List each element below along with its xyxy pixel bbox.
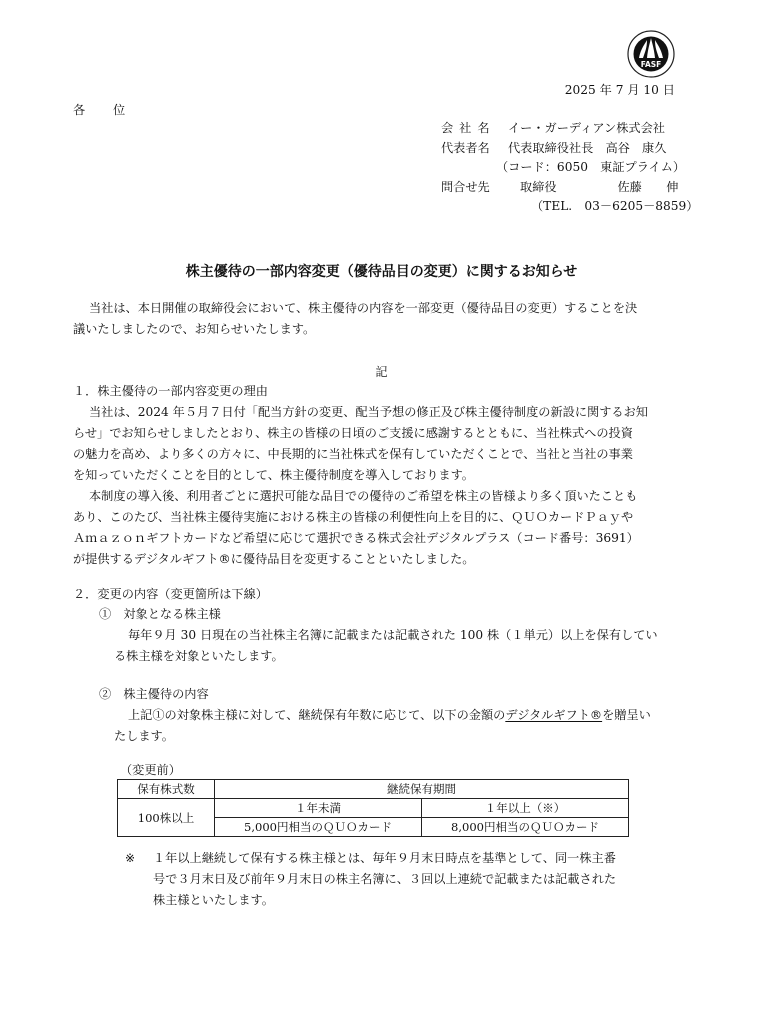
item1-text-line: 毎年９月 30 日現在の当社株主名簿に記載または記載された 100 株（１単元）以上を保有してい (128, 628, 658, 642)
rep-row (441, 139, 698, 159)
section1-p2-line: Ａｍａｚｏｎギフトカードなど希望に応じて選択できる株式会社デジタルプラス（コード番号：3691） (73, 531, 639, 545)
document-date: 2025 年 7 月 10 日 (564, 83, 675, 97)
note-line: 株主様といたします。 (153, 893, 274, 907)
section1-p2-line: が提供するデジタルギフト®に優待品目を変更することといたしました。 (73, 552, 475, 566)
note-line: 号で３月末日及び前年９月末日の株主名簿に、３回以上連続で記載または記載された (153, 872, 617, 886)
value-over-1yr: 8,000円相当のＱＵＯカード (422, 818, 629, 837)
item2-underlined: デジタルギフト® (505, 708, 603, 722)
company-label: 会社名 (441, 121, 496, 135)
fasf-logo (627, 30, 675, 78)
header-shares: 保有株式数 (118, 780, 215, 799)
section1-p1-line: を知っていただくことを目的として、株主優待制度を導入しております。 (73, 468, 474, 482)
section1-p1-line: の魅力を高め、より多くの方々に、中長期的に当社株式を保有していただくことで、当社と当社の事業 (73, 447, 633, 461)
contact-label: 問合せ先 (441, 179, 490, 194)
row-shares: 100株以上 (118, 799, 215, 837)
section1-p2-line: あり、このたび、当社株主優待実施における株主の皆様の利便性向上を目的に、ＱＵＯカードＰａｙや (73, 510, 634, 524)
contact-name: 取締役 佐藤 伸 (520, 179, 679, 194)
item1-text-line: る株主様を対象といたします。 (114, 649, 284, 663)
item2-text-line-2: たします。 (114, 729, 174, 743)
tel-line: （TEL. 03－6205－8859） (531, 199, 699, 213)
intro-line-2: 議いたしましたので、お知らせいたします。 (73, 322, 316, 336)
item2-pre: 上記①の対象株主様に対して、継続保有年数に応じて、以下の金額の (128, 708, 506, 722)
item2-heading: ② 株主優待の内容 (99, 687, 209, 701)
section1-p1-line: らせ」でお知らせしましたとおり、株主の皆様の日頃のご支援に感謝するとともに、当社株式への投資 (73, 426, 633, 440)
section1-p2-line: 本制度の導入後、利用者ごとに選択可能な品目での優待のご希望を株主の皆様より多く頂いたことも (89, 489, 638, 503)
recipient: 各 位 (73, 103, 138, 117)
table-caption: （変更前） (120, 763, 181, 777)
rep-name: 代表取締役社長 高谷 康久 (508, 140, 667, 155)
value-under-1yr: 5,000円相当のＱＵＯカード (215, 818, 422, 837)
section1-heading: １．株主優待の一部内容変更の理由 (73, 384, 268, 398)
header-over-1yr: １年以上（※） (422, 799, 629, 818)
code-line: （コード：6050 東証プライム） (496, 160, 686, 174)
item1-heading: ① 対象となる株主様 (99, 607, 221, 621)
logo-text: FASF (640, 60, 662, 69)
sender-block (441, 119, 698, 217)
item2-post: を贈呈い (602, 708, 651, 722)
company-name: イー・ガーディアン株式会社 (508, 121, 665, 135)
document-title: 株主優待の一部内容変更（優待品目の変更）に関するお知らせ (185, 264, 578, 280)
contact-row (441, 178, 698, 198)
benefit-table (117, 779, 629, 837)
ki-heading: 記 (375, 365, 388, 379)
note-mark: ※ (125, 851, 136, 865)
section1-p1-line: 当社は、2024 年５月７日付「配当方針の変更、配当予想の修正及び株主優待制度の新設に関するお知 (89, 405, 648, 419)
intro-line-1: 当社は、本日開催の取締役会において、株主優待の内容を一部変更（優待品目の変更）することを決 (89, 301, 638, 315)
note-line: １年以上継続して保有する株主様とは、毎年９月末日時点を基準として、同一株主番 (153, 851, 616, 865)
header-under-1yr: １年未満 (215, 799, 422, 818)
rep-label: 代表者名 (441, 140, 490, 155)
section2-heading: ２．変更の内容（変更箇所は下線） (73, 587, 268, 601)
company-row (441, 119, 698, 139)
header-period: 継続保有期間 (215, 780, 629, 799)
item2-text-line-1 (128, 705, 651, 726)
